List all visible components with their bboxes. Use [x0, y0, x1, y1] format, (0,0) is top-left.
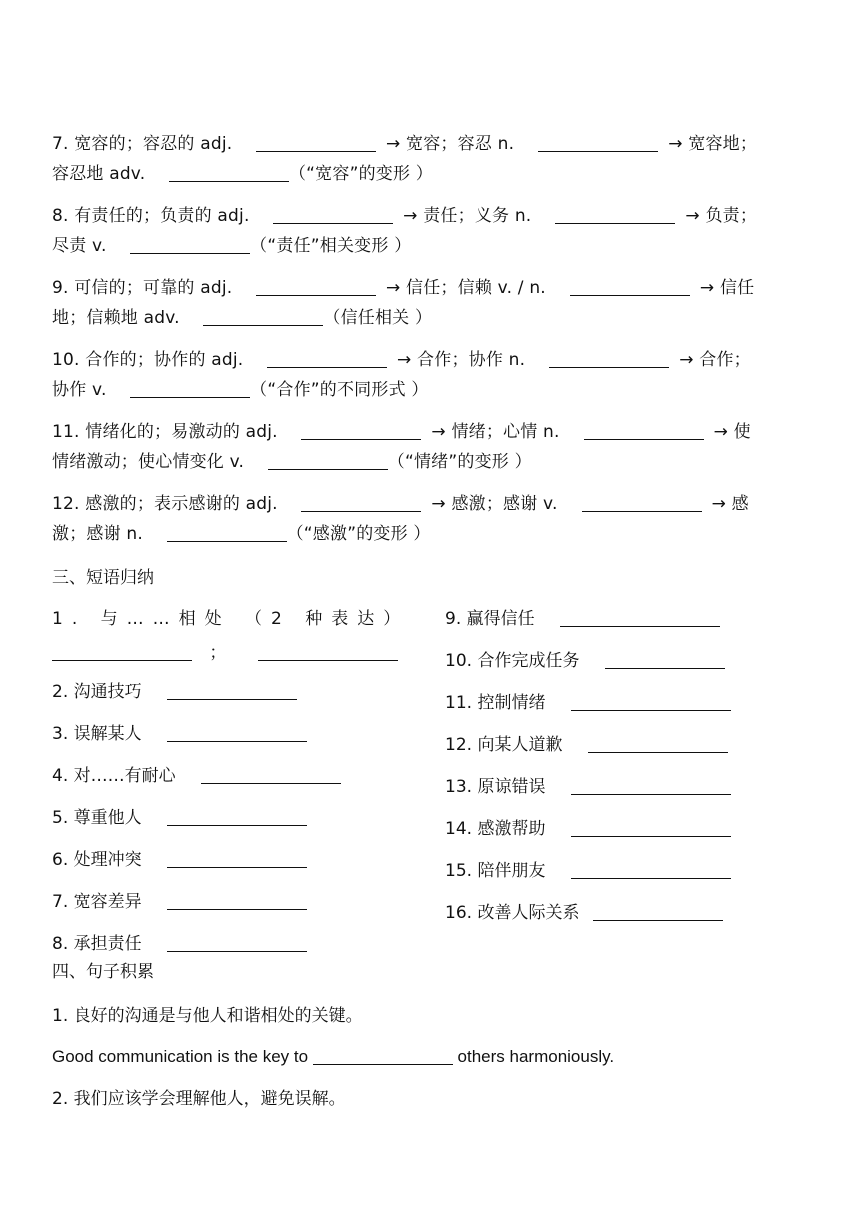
phrase-item-8: 8. 承担责任 [52, 929, 307, 959]
vocab-line-2: 尽责 v. （“责任”相关变形 ） [52, 236, 412, 256]
phrase-item-14: 14. 感激帮助 [445, 814, 731, 844]
answer-blank[interactable] [273, 205, 393, 224]
answer-blank[interactable] [258, 642, 398, 661]
answer-blank[interactable] [570, 277, 690, 296]
answer-blank[interactable] [267, 349, 387, 368]
answer-blank[interactable] [301, 493, 421, 512]
phrase-item-13: 13. 原谅错误 [445, 772, 731, 802]
answer-blank[interactable] [555, 205, 675, 224]
answer-blank[interactable] [167, 891, 307, 910]
vocab-line-2: 情绪激动；使心情变化 v. （“情绪”的变形 ） [52, 452, 532, 472]
answer-blank[interactable] [584, 421, 704, 440]
answer-blank[interactable] [167, 523, 287, 542]
phrase-item-1-answers: ； [52, 638, 398, 668]
answer-blank[interactable] [593, 902, 723, 921]
answer-blank[interactable] [167, 933, 307, 952]
answer-blank[interactable] [268, 451, 388, 470]
answer-blank[interactable] [130, 235, 250, 254]
vocab-item-9 [52, 273, 808, 333]
phrase-item-7: 7. 宽容差异 [52, 887, 307, 917]
vocab-line-1: 11. 情绪化的；易激动的 adj. → 情绪；心情 n. → 使 [52, 422, 751, 442]
sentence-1-english: Good communication is the key to others harmoniously. [52, 1047, 615, 1066]
vocab-item-8 [52, 201, 808, 261]
answer-blank[interactable] [256, 133, 376, 152]
phrase-item-6: 6. 处理冲突 [52, 845, 307, 875]
vocab-line-2: 协作 v. （“合作”的不同形式 ） [52, 380, 429, 400]
phrase-item-9: 9. 赢得信任 [445, 604, 720, 634]
answer-blank[interactable] [169, 163, 289, 182]
phrase-item-15: 15. 陪伴朋友 [445, 856, 731, 886]
phrase-item-12: 12. 向某人道歉 [445, 730, 728, 760]
answer-blank[interactable] [52, 642, 192, 661]
answer-blank[interactable] [201, 765, 341, 784]
answer-blank[interactable] [167, 681, 297, 700]
vocab-item-7 [52, 129, 808, 189]
vocab-item-11 [52, 417, 808, 477]
answer-blank[interactable] [313, 1046, 453, 1065]
answer-blank[interactable] [538, 133, 658, 152]
vocab-line-1: 12. 感激的；表示感谢的 adj. → 感激；感谢 v. → 感 [52, 494, 749, 514]
vocab-line-1: 9. 可信的；可靠的 adj. → 信任；信赖 v. / n. → 信任 [52, 278, 755, 298]
vocab-line-2: 容忍地 adv. （“宽容”的变形 ） [52, 164, 433, 184]
vocab-line-2: 激；感谢 n. （“感激”的变形 ） [52, 524, 431, 544]
phrase-item-4: 4. 对……有耐心 [52, 761, 341, 791]
section-title-phrases: 三、短语归纳 [52, 568, 154, 588]
phrase-item-16: 16. 改善人际关系 [445, 898, 723, 928]
vocab-line-1: 10. 合作的；协作的 adj. → 合作；协作 n. → 合作； [52, 350, 751, 370]
answer-blank[interactable] [582, 493, 702, 512]
section-title-sentences: 四、句子积累 [52, 962, 154, 982]
answer-blank[interactable] [571, 692, 731, 711]
answer-blank[interactable] [203, 307, 323, 326]
answer-blank[interactable] [571, 860, 731, 879]
answer-blank[interactable] [549, 349, 669, 368]
phrase-item-10: 10. 合作完成任务 [445, 646, 725, 676]
phrase-item-1: 1. 与……相处 （2 种表达） [52, 609, 410, 629]
vocab-line-1: 7. 宽容的；容忍的 adj. → 宽容；容忍 n. → 宽容地； [52, 134, 758, 154]
answer-blank[interactable] [588, 734, 728, 753]
vocab-line-2: 地；信赖地 adv. （信任相关 ） [52, 308, 433, 328]
vocab-item-12 [52, 489, 808, 549]
sentence-2-chinese: 2. 我们应该学会理解他人，避免误解。 [52, 1089, 346, 1109]
vocab-line-1: 8. 有责任的；负责的 adj. → 责任；义务 n. → 负责； [52, 206, 758, 226]
vocab-item-10 [52, 345, 808, 405]
phrase-item-5: 5. 尊重他人 [52, 803, 307, 833]
answer-blank[interactable] [571, 776, 731, 795]
answer-blank[interactable] [256, 277, 376, 296]
phrase-item-3: 3. 误解某人 [52, 719, 307, 749]
answer-blank[interactable] [301, 421, 421, 440]
answer-blank[interactable] [167, 807, 307, 826]
answer-blank[interactable] [605, 650, 725, 669]
phrase-item-2: 2. 沟通技巧 [52, 677, 297, 707]
answer-blank[interactable] [571, 818, 731, 837]
answer-blank[interactable] [130, 379, 250, 398]
answer-blank[interactable] [560, 608, 720, 627]
answer-blank[interactable] [167, 849, 307, 868]
phrase-item-11: 11. 控制情绪 [445, 688, 731, 718]
sentence-1-chinese: 1. 良好的沟通是与他人和谐相处的关键。 [52, 1006, 363, 1026]
answer-blank[interactable] [167, 723, 307, 742]
